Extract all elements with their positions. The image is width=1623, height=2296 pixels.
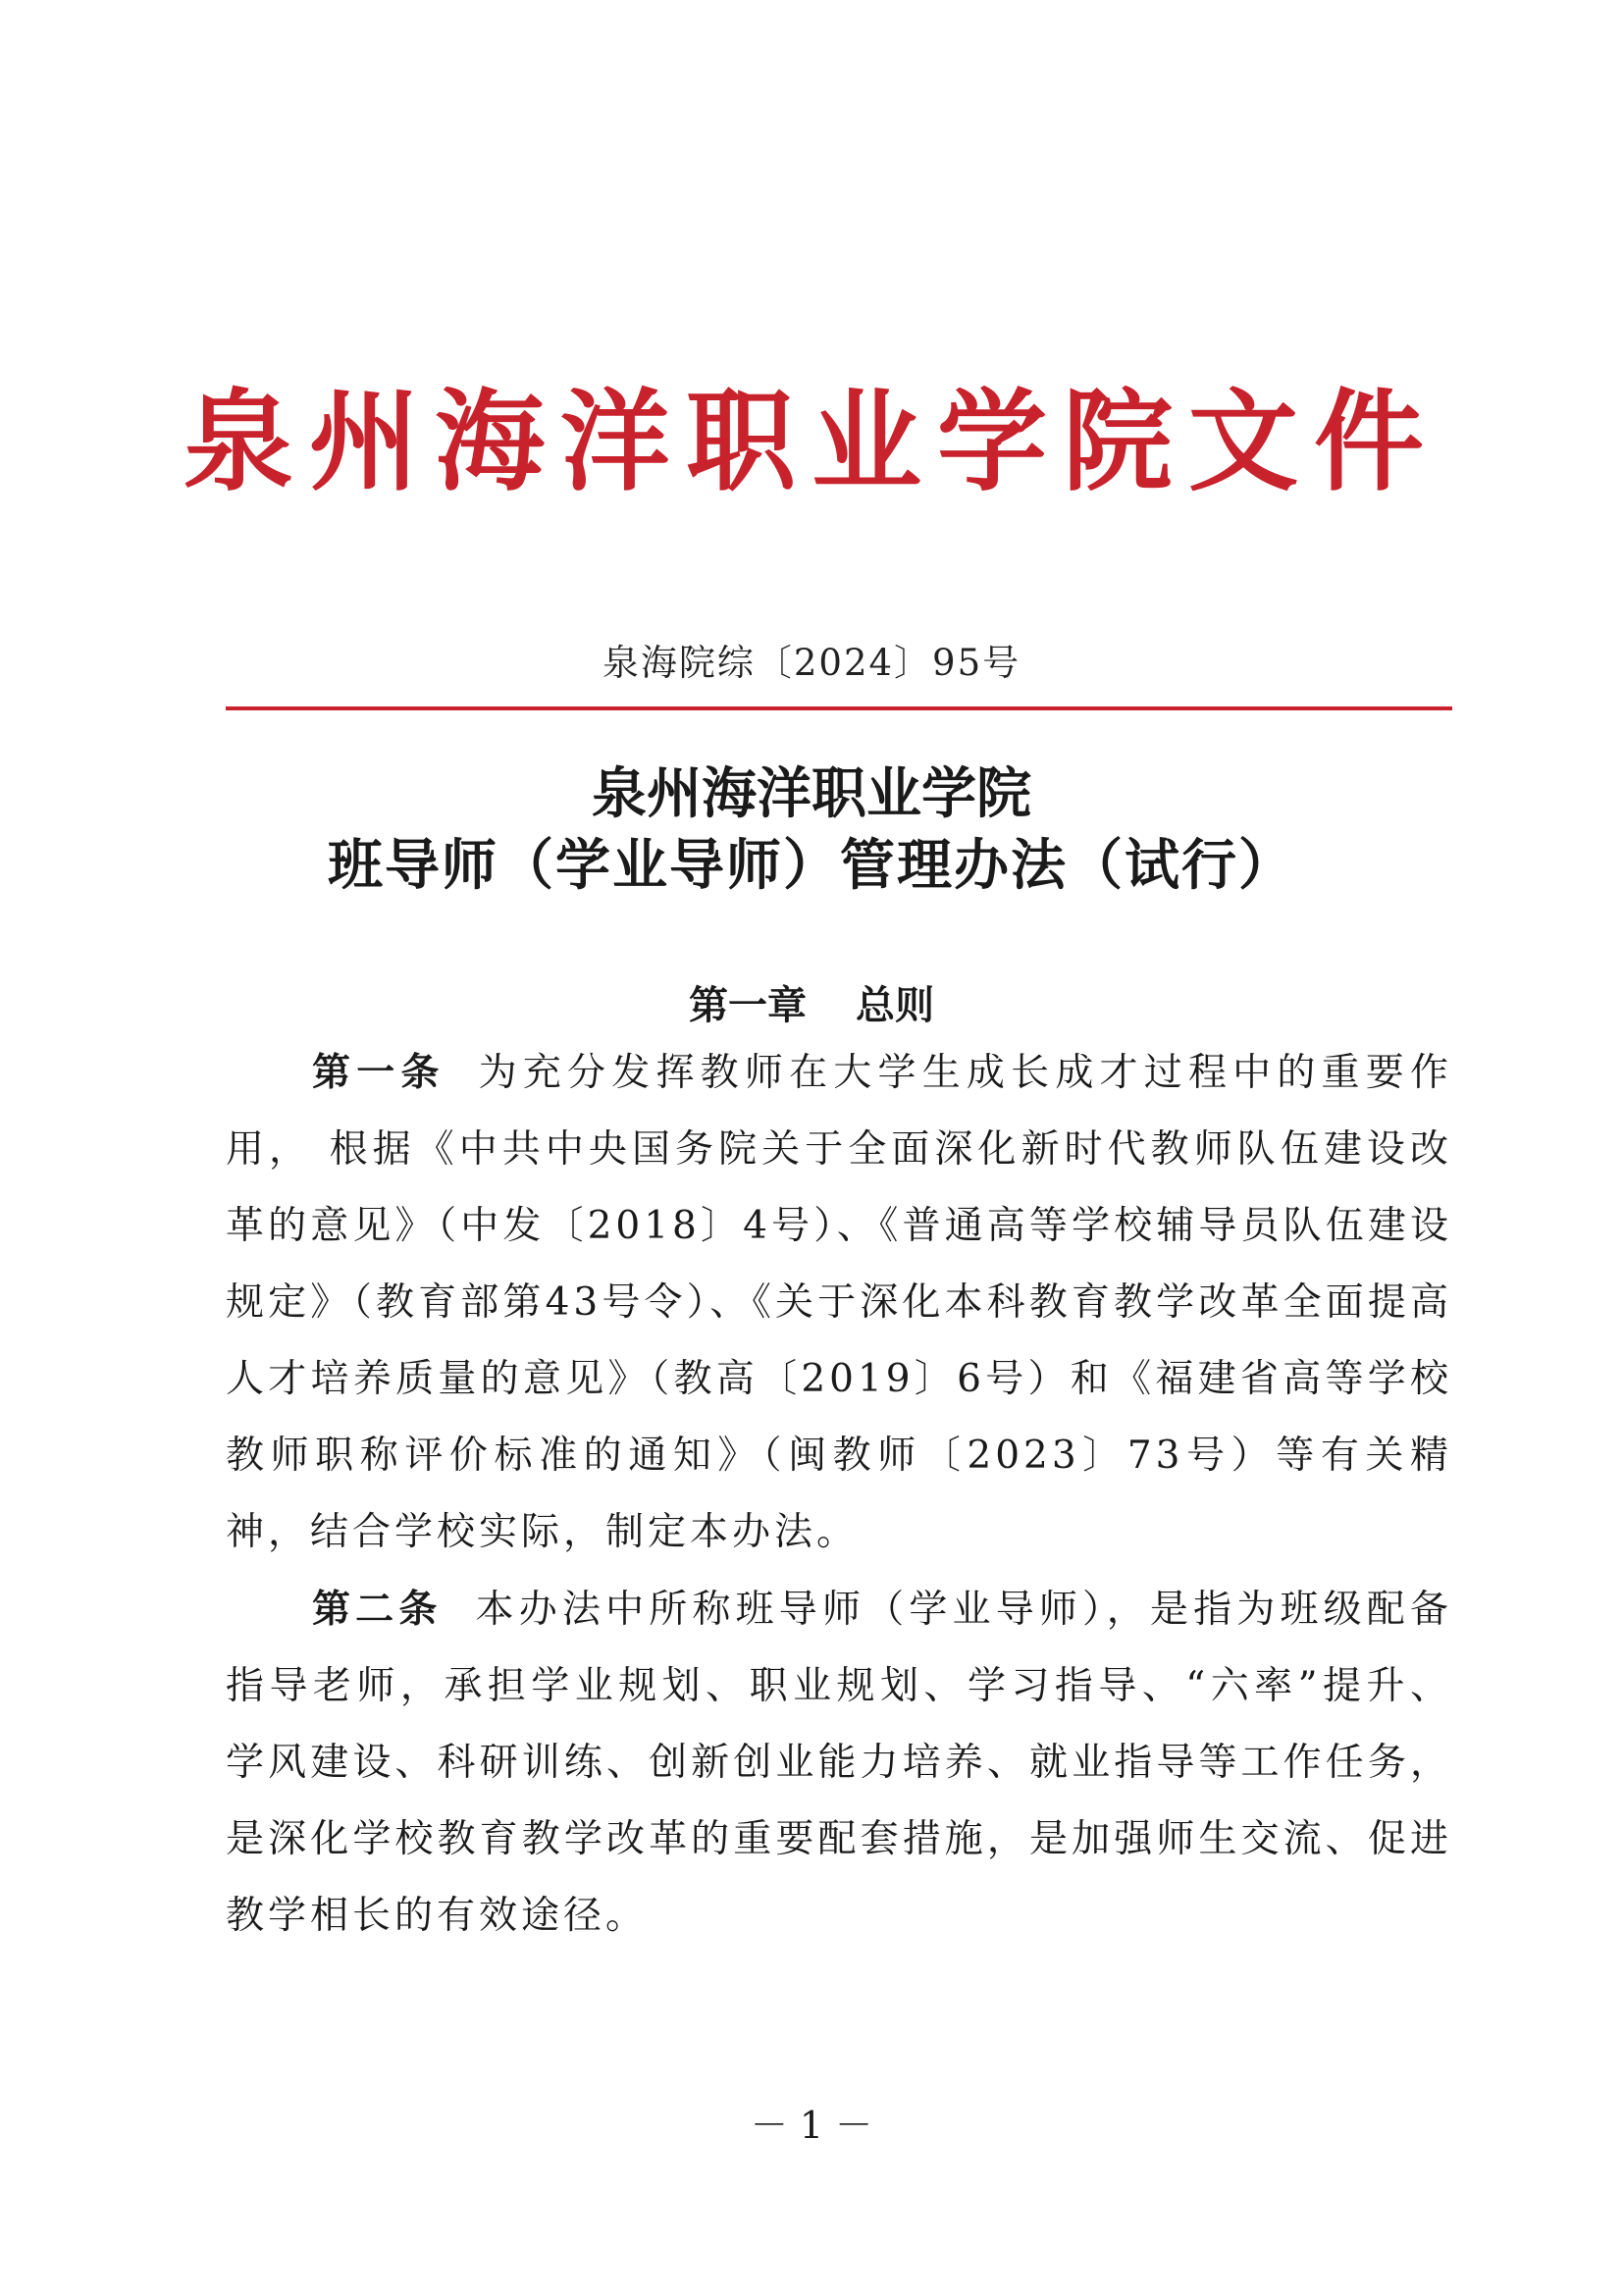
chapter-number: 第一章 bbox=[689, 983, 807, 1028]
article-label: 第一条 bbox=[312, 1051, 445, 1095]
article-paragraph bbox=[226, 1035, 1452, 1571]
document-title-line1: 泉州海洋职业学院 bbox=[592, 762, 1031, 826]
red-divider-line bbox=[226, 706, 1452, 710]
chapter-name: 总则 bbox=[856, 983, 934, 1028]
article-text: 为充分发挥教师在大学生成长成才过程中的重要作用， 根据《中共中央国务院关于全面深化新时代教师队伍建设改革的意见》（中发〔2018〕4号）、《普通高等学校辅导员队伍建设规定》（教育部第43号令）、《关于深化本科教育教学改革全面提高人才培养质量的意见》（教高〔2019〕6号）和《福建省高等学校教师职称评价标准的通知》（闽教师〔2023〕73号）等有关精神，结合学校实际，制定本办法。 bbox=[226, 1051, 1452, 1554]
document-title-line2: 班导师（学业导师）管理办法（试行） bbox=[328, 834, 1295, 898]
page-number: － 1 － bbox=[750, 2104, 873, 2147]
document-number: 泉海院综〔2024〕95号 bbox=[602, 642, 1021, 684]
article-text: 本办法中所称班导师（学业导师），是指为班级配备指导老师，承担学业规划、职业规划、学习指导、“六率”提升、学风建设、科研训练、创新创业能力培养、就业指导等工作任务，是深化学校教育教学改革的重要配套措施，是加强师生交流、促进教学相长的有效途径。 bbox=[226, 1588, 1452, 1938]
masthead-title: 泉州海洋职业学院文件 bbox=[183, 378, 1440, 506]
chapter-heading bbox=[0, 974, 1623, 1030]
article-paragraph bbox=[226, 1572, 1452, 1955]
article-label: 第二条 bbox=[312, 1588, 443, 1632]
